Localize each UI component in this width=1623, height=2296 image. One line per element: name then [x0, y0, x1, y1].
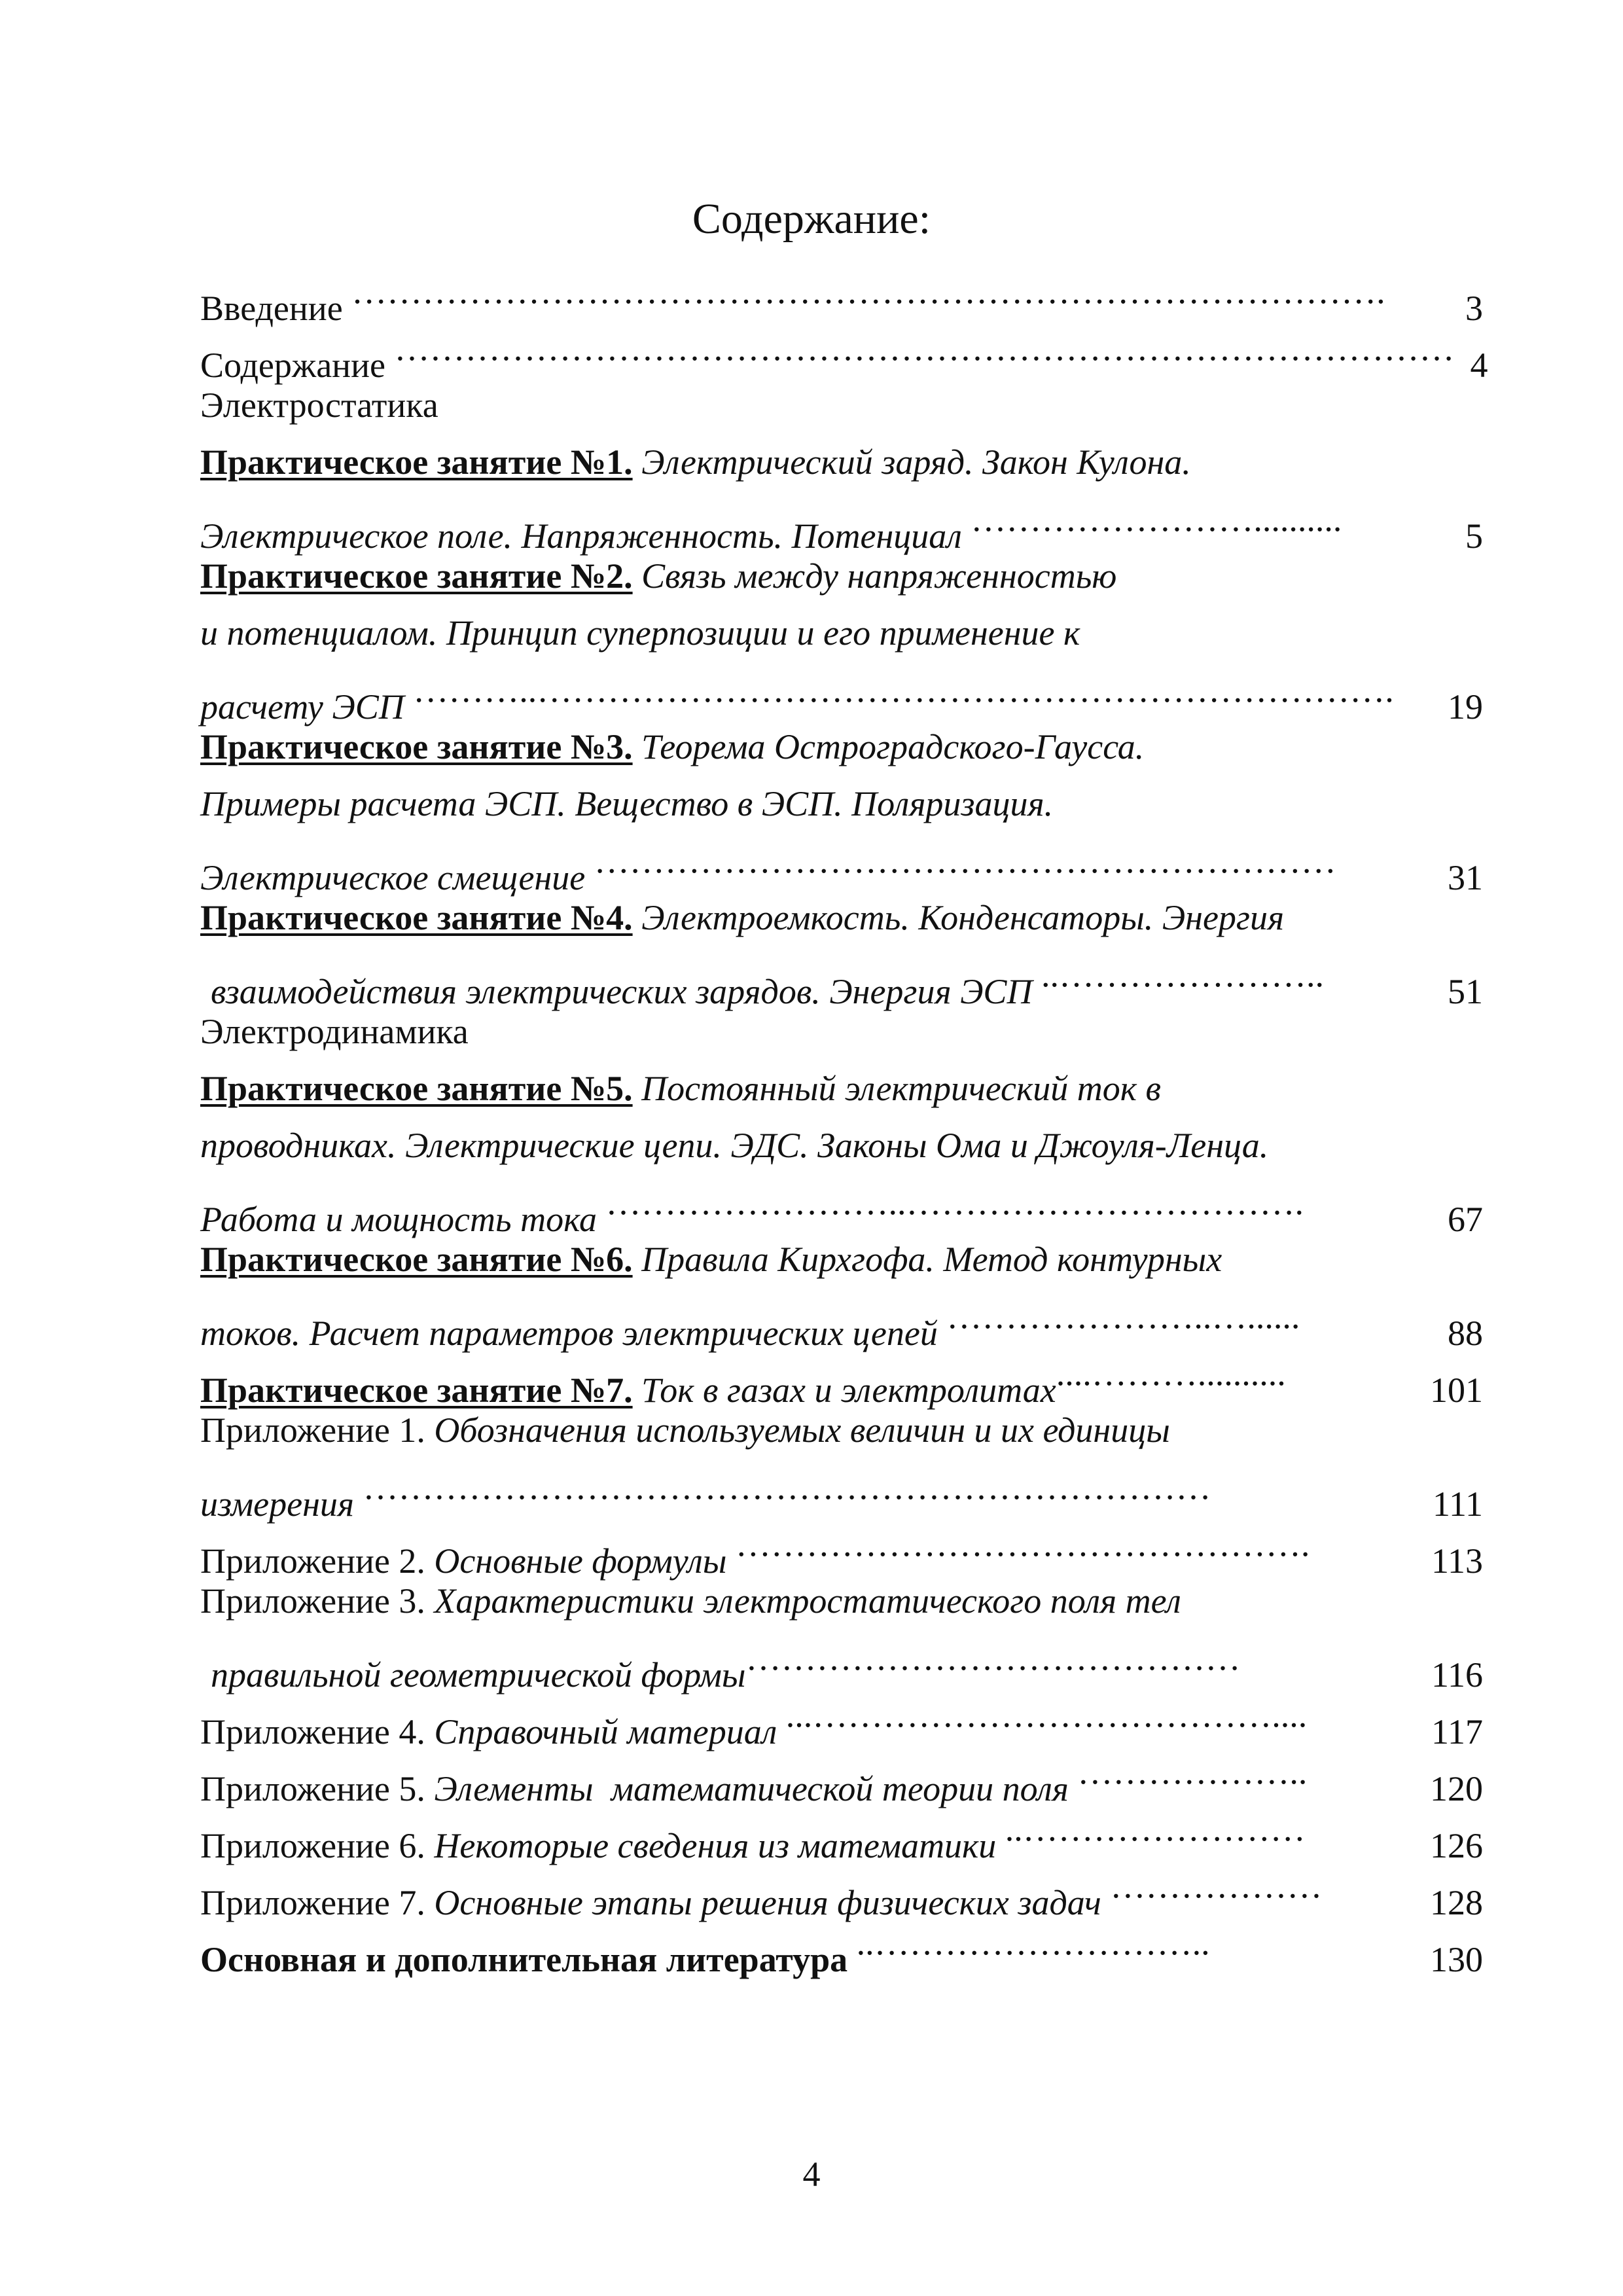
appendix-title: Обозначения используемых величин и их единицы	[434, 1410, 1170, 1450]
appendix-prefix: Приложение 1.	[200, 1410, 425, 1450]
appendix-prefix: Приложение 4.	[200, 1712, 425, 1751]
leader-dots: ……………………………………	[745, 1638, 1241, 1677]
toc-entry-appendix-6[interactable]	[200, 1801, 1483, 1865]
practice-topic: Теорема Остроградского-Гаусса.	[641, 727, 1145, 766]
toc-entry-practice-3-end[interactable]	[200, 833, 1483, 897]
toc-entry-appendix-5[interactable]	[200, 1744, 1483, 1808]
section-heading-electrodynamics: Электродинамика	[200, 1012, 469, 1051]
toc-page-number: 116	[1431, 1655, 1483, 1695]
page-title: Содержание:	[692, 195, 931, 243]
toc-entry-practice-2-end[interactable]	[200, 662, 1483, 726]
toc-entry-label: Введение	[200, 289, 343, 328]
appendix-title: Справочный материал	[434, 1712, 777, 1751]
literature-label: Основная и дополнительная литература	[200, 1940, 848, 1979]
practice-topic: Постоянный электрический ток в	[641, 1069, 1161, 1108]
toc-entry-practice-1[interactable]	[200, 434, 1483, 491]
toc-page-number: 4	[1470, 346, 1488, 385]
toc-entry-intro[interactable]	[200, 263, 1483, 328]
toc-page-number: 126	[1430, 1826, 1483, 1865]
toc-page-number: 31	[1448, 858, 1483, 897]
practice-topic: Электрическое смещение	[200, 858, 586, 897]
appendix-title: Некоторые сведения из математики	[434, 1826, 997, 1865]
leader-dots: …………………………………………………………………………….	[351, 272, 1385, 311]
toc-entry-practice-6-end[interactable]	[200, 1288, 1483, 1353]
toc-page-number: 88	[1448, 1314, 1483, 1353]
toc-entry-appendix-3-end[interactable]	[200, 1630, 1483, 1695]
toc-page-number: 51	[1448, 972, 1483, 1011]
leader-dots: ....………..........	[1056, 1354, 1286, 1393]
practice-topic: Ток в газах и электролитах	[641, 1371, 1056, 1410]
toc-page-number: 130	[1430, 1940, 1483, 1979]
practice-topic: токов. Расчет параметров электрических цепей	[200, 1314, 938, 1353]
appendix-title: измерения	[200, 1484, 355, 1524]
toc-page-number: 111	[1433, 1484, 1483, 1524]
practice-heading: Практическое занятие №1.	[200, 442, 633, 482]
toc-entry-appendix-7[interactable]	[200, 1857, 1483, 1922]
practice-heading: Практическое занятие №5.	[200, 1069, 633, 1108]
leader-dots: ..………………………..	[856, 1923, 1210, 1962]
appendix-title: Основные формулы	[434, 1541, 727, 1581]
toc-entry-label: Содержание	[200, 346, 385, 385]
section-heading-electrostatics: Электростатика	[200, 386, 438, 425]
table-of-contents	[200, 263, 1488, 1979]
practice-topic: Электроемкость. Конденсаторы. Энергия	[641, 898, 1285, 937]
practice-topic: Электрическое поле. Напряженность. Потенциал	[200, 516, 962, 556]
leader-dots: ………………………………………….	[735, 1524, 1310, 1564]
toc-page-number: 120	[1430, 1769, 1483, 1808]
practice-topic: Примеры расчета ЭСП. Вещество в ЭСП. Поляризация.	[200, 784, 1054, 823]
appendix-prefix: Приложение 3.	[200, 1581, 425, 1621]
practice-topic: проводниках. Электрические цепи. ЭДС. Законы Ома и Джоуля-Ленца.	[200, 1126, 1269, 1165]
appendix-title: Основные этапы решения физических задач	[434, 1883, 1101, 1922]
toc-entry-practice-5-cont	[200, 1117, 1483, 1174]
toc-entry-appendix-2[interactable]	[200, 1516, 1483, 1581]
toc-entry-practice-5[interactable]	[200, 1060, 1483, 1117]
leader-dots: ..…………………..	[1041, 955, 1324, 994]
appendix-title: правильной геометрической формы	[211, 1655, 746, 1695]
toc-entry-practice-7[interactable]	[200, 1345, 1483, 1410]
leader-dots: ……………………..…………………………….	[605, 1183, 1304, 1222]
practice-topic: Электрический заряд. Закон Кулона.	[641, 442, 1191, 482]
leader-dots: ……………………..........	[971, 499, 1342, 539]
practice-heading: Практическое занятие №4.	[200, 898, 633, 937]
appendix-prefix: Приложение 6.	[200, 1826, 425, 1865]
practice-topic: расчету ЭСП	[200, 687, 404, 726]
leader-dots: ..……………………	[1005, 1809, 1306, 1848]
page-number: 4	[802, 2155, 821, 2194]
toc-page-number: 101	[1430, 1371, 1483, 1410]
leader-dots: ………………	[1110, 1866, 1323, 1905]
practice-topic: Правила Кирхгофа. Метод контурных	[641, 1240, 1222, 1279]
appendix-title: Элементы математической теории поля	[434, 1769, 1069, 1808]
toc-page-number: 3	[1465, 289, 1483, 328]
practice-heading: Практическое занятие №3.	[200, 727, 633, 766]
toc-entry-practice-3-cont	[200, 776, 1483, 833]
practice-topic: Связь между напряженностью	[641, 556, 1117, 596]
toc-page-number: 128	[1430, 1883, 1483, 1922]
leader-dots: ...…………………………………....	[785, 1695, 1308, 1734]
toc-entry-appendix-1-end[interactable]	[200, 1459, 1483, 1524]
practice-topic: и потенциалом. Принцип суперпозиции и его применение к	[200, 613, 1080, 653]
toc-page-number: 67	[1448, 1200, 1483, 1239]
toc-page-number: 113	[1431, 1541, 1483, 1581]
practice-heading: Практическое занятие №6.	[200, 1240, 633, 1279]
leader-dots: ………………………………………………………………………………	[394, 329, 1455, 368]
appendix-prefix: Приложение 5.	[200, 1769, 425, 1808]
leader-dots: ………..……………………………………………………………….	[413, 670, 1394, 709]
toc-entry-practice-4-end[interactable]	[200, 946, 1483, 1011]
leader-dots: …………………..…......	[946, 1297, 1300, 1336]
practice-heading: Практическое занятие №2.	[200, 556, 633, 596]
toc-entry-contents[interactable]	[200, 320, 1488, 385]
practice-heading: Практическое занятие №7.	[200, 1371, 633, 1410]
toc-entry-practice-2-cont	[200, 605, 1483, 662]
appendix-prefix: Приложение 2.	[200, 1541, 425, 1581]
appendix-title: Характеристики электростатического поля тел	[434, 1581, 1181, 1621]
toc-entry-practice-5-end[interactable]	[200, 1174, 1483, 1239]
appendix-prefix: Приложение 7.	[200, 1883, 425, 1922]
practice-topic: взаимодействия электрических зарядов. Энергия ЭСП	[211, 972, 1033, 1011]
leader-dots: ………………………………………………………	[594, 841, 1336, 880]
toc-page-number: 117	[1431, 1712, 1483, 1751]
leader-dots: ………………..	[1077, 1752, 1308, 1791]
toc-page-number: 19	[1448, 687, 1483, 726]
toc-entry-appendix-4[interactable]	[200, 1687, 1483, 1751]
toc-entry-literature[interactable]	[200, 1914, 1483, 1979]
toc-entry-practice-1-cont[interactable]	[200, 491, 1483, 556]
leader-dots: ………………………………………………………………	[363, 1467, 1211, 1507]
practice-topic: Работа и мощность тока	[200, 1200, 597, 1239]
toc-page-number: 5	[1465, 516, 1483, 556]
